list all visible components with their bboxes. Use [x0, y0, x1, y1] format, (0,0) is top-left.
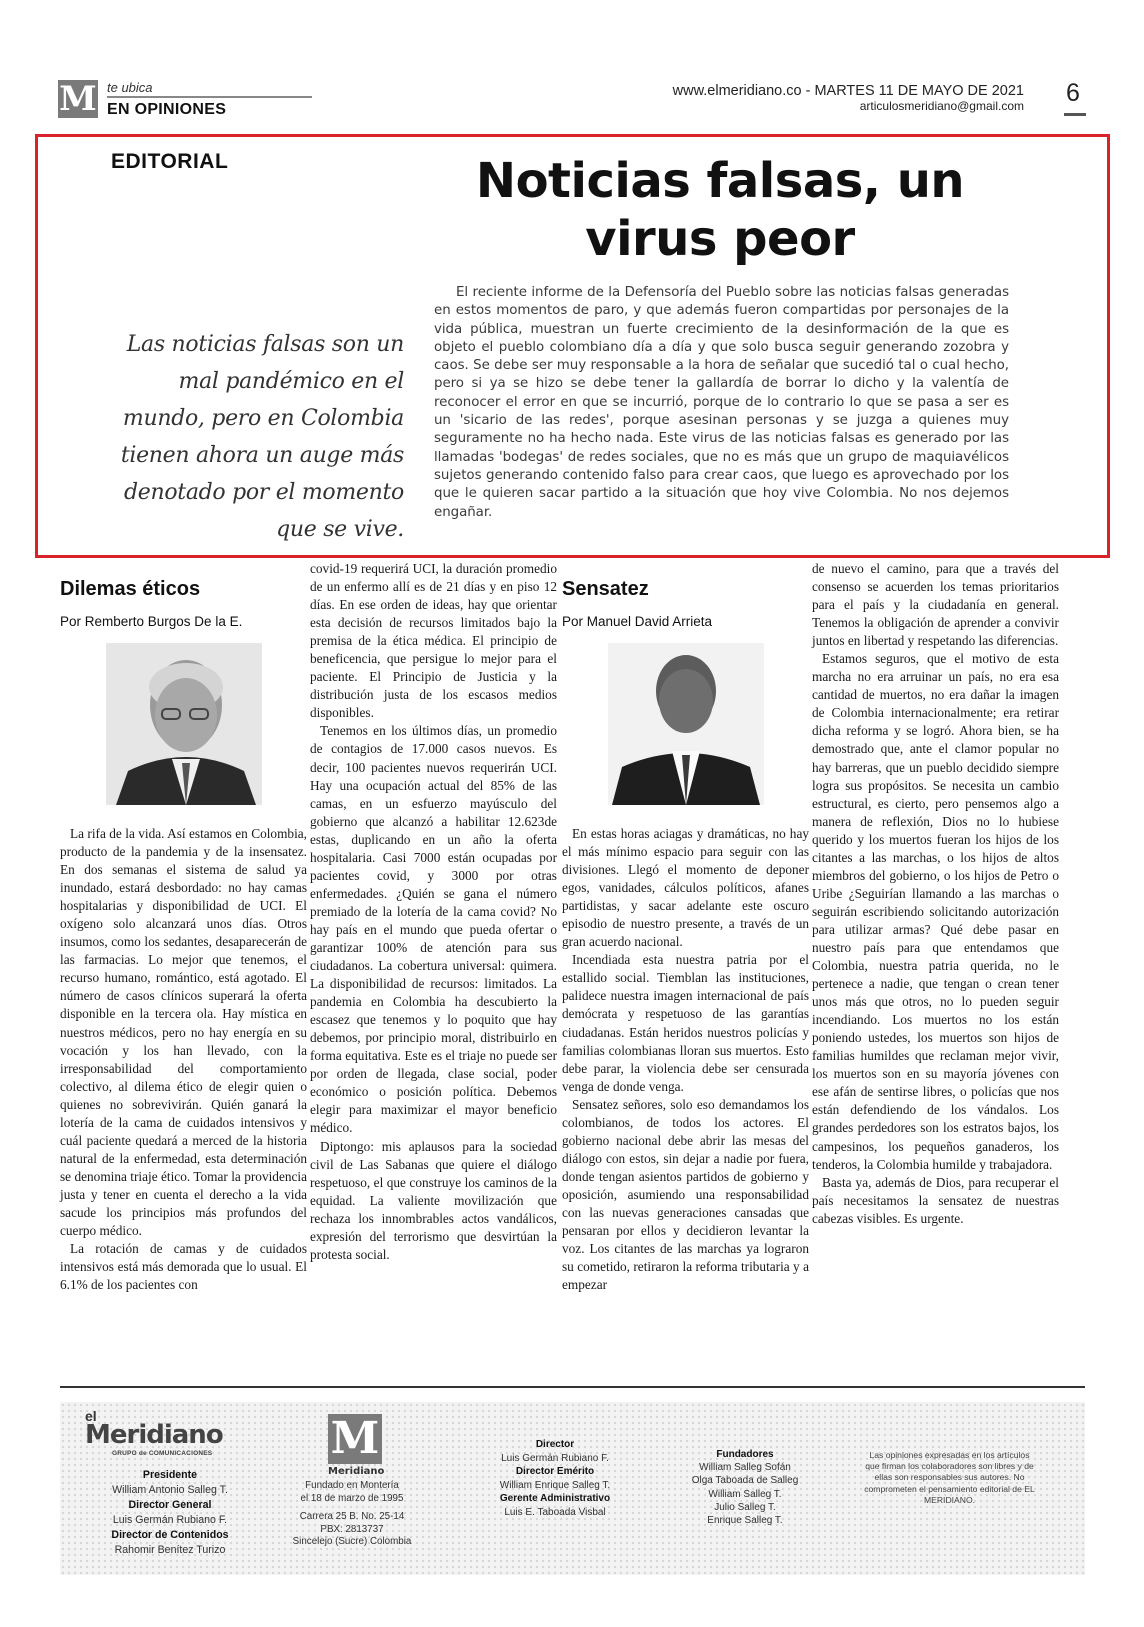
section-logo: M [59, 79, 97, 119]
staff-block-3 [480, 1438, 630, 1519]
staff-name: Luis Germán Rubiano F. [112, 1514, 228, 1526]
column-title: Sensatez [562, 578, 649, 600]
columns-bottom-rule [60, 1386, 1085, 1388]
footer-logo: M [328, 1414, 382, 1464]
founders-block [680, 1448, 810, 1527]
staff-role: Director General [128, 1499, 212, 1511]
paragraph: Estamos seguros, que el motivo de esta marcha no era arruinar un país, no era esa cantidad de muertos, no era dañar la imagen de Colombia internacionalmente; era retirar dicha reforma y se logró. Ahora bien, se ha demostrado que, ante el clamor popular no hay barreras, que un pueblo decidido siempre logra sus propósitos. Se necesita un cambio estructural, es cierto, pero pensemos algo a manera de reflexión, Dios no lo hubiese querido y los muertos fueran los hijos de los citantes a las marchas, o los hijos de altos miembros del gobierno, o los hijos de Petro o Uribe ¿Seguirían llamando a las marchas o seguirán escribiendo solicitando autorización para utilizar armas? Qué debe pasar en nuestro país para que entendamos que Colombia, nuestra patria querida, no le pertenece a nadie, que tengan o crean tener unos más que otros, no lo pueden seguir incendiando. Los muertos no los están poniendo ustedes, los muertos son hijos de familias humildes que reclaman mejor vivir, los muertos son en su mayoría jóvenes con ese afán de sentirse libres, o policías que nos están defendiendo de los vándalos. Los grandes perdedores son los estratos bajos, los campesinos, los pequeños ganaderos, los tenderos, la Colombia humilde y trabajadora. [812, 651, 1059, 1172]
masthead-footer [60, 1402, 1085, 1575]
founder-name: William Salleg T. [708, 1488, 782, 1500]
staff-block-1 [80, 1468, 260, 1558]
section-tagline: te ubica [107, 80, 153, 95]
author-photo [608, 643, 764, 805]
column-text [310, 560, 557, 1264]
brand-prefix: el [85, 1408, 97, 1424]
column-title: Dilemas éticos [60, 578, 201, 600]
founded-line: el 18 de marzo de 1995 [300, 1492, 404, 1504]
column-dilemas-eticos-continued [310, 560, 557, 1264]
founders-title: Fundadores [716, 1449, 774, 1460]
editorial-label: EDITORIAL [111, 150, 229, 173]
page-number-rule [1064, 113, 1086, 116]
phone-line: PBX: 2813737 [320, 1523, 384, 1535]
column-byline: Por Manuel David Arrieta [562, 614, 713, 629]
staff-role: Presidente [142, 1469, 198, 1481]
staff-role: Gerente Administrativo [499, 1493, 611, 1504]
paragraph: Diptongo: mis aplausos para la sociedad civil de Las Sabanas que quiere el diálogo respetuoso, el que construye los caminos de la equidad. La valiente movilización que rechaza los innombrables actos vandálicos, expresión del terrorismo que desvirtúan la protesta social. [310, 1138, 557, 1262]
author-photo [106, 643, 262, 805]
paragraph: Tenemos en los últimos días, un promedio de contagios de 17.000 casos nuevos. Es decir, 100 pacientes nuevos requerirán UCI. Hay una ocupación actual del 85% de las camas, en un esfuerzo mayúsculo del gobierno que alcanzó a habilitar 12.623de estas, duplicando en un año la oferta hospitalaria. Casi 7000 están ocupadas por pacientes covid, y 3000 por otras enfermedades. ¿Quién se gana el número premiado de la lotería de la cama covid? No hay país en el mundo que pueda ofertar o garantizar 100% de atención para sus ciudadanos. La cobertura universal: quimera. La disponibilidad de recursos: limitados. La pandemia en Colombia ha descubierto la escasez que tenemos y lo poquito que hay debemos, por principio moral, distribuirlo en forma equitativa. Este es el triaje no puede ser por orden de llegada, clase social, poder económico o posición política. Debemos elegir para maximizar el mayor beneficio médico. [310, 723, 557, 1136]
paragraph: Basta ya, además de Dios, para recuperar el país necesitamos la sensatez de nuestras cabezas visibles. Es urgente. [812, 1174, 1059, 1226]
staff-name: Rahomir Benítez Turizo [114, 1544, 226, 1556]
brand-subtitle: GRUPO de COMUNICACIONES [112, 1450, 213, 1457]
section-rule [107, 96, 312, 98]
section-name: EN OPINIONES [107, 101, 227, 118]
founder-name: Julio Salleg T. [714, 1501, 776, 1513]
column-dilemas-eticos [60, 578, 307, 1294]
footer-logo-caption: Meridiano [328, 1466, 385, 1477]
staff-name: Luis E. Taboada Visbal [504, 1506, 606, 1518]
city-line: Sincelejo (Sucre) Colombia [292, 1536, 412, 1547]
header-email: articulosmeridiano@gmail.com [859, 99, 1024, 113]
column-text [60, 825, 307, 1294]
staff-name: William Enrique Salleg T. [499, 1479, 611, 1491]
staff-role: Director de Contenidos [111, 1529, 229, 1541]
editorial-title: Noticias falsas, un virus peor [475, 153, 965, 267]
column-text [562, 825, 809, 1294]
page-number: 6 [1066, 79, 1080, 107]
staff-role: Director [535, 1439, 575, 1450]
paragraph: La rotación de camas y de cuidados intensivos está más demorada que lo usual. El 6.1% de los pacientes con [60, 1241, 307, 1293]
paragraph: La rifa de la vida. Así estamos en Colombia, producto de la pandemia y de la insensatez. En dos semanas el sistema de salud ya inundado, estará desbordado: no hay camas hospitalarias y disponibilidad de UCI. El oxígeno solo alcanzará unos días. Otros insumos, como los sedantes, desaparecerán de las farmacias. Lo mejor que tenemos, el recurso humano, romántico, está agotado. El número de casos clínicos superará la oferta disponible en la tercera ola. Hay mística en nuestros médicos, pero no hay energía en su vocación y los han llevado, con la irresponsabilidad del comportamiento colectivo, al dilema ético de elegir quien o quienes no sobrevivirán. Quién ganará la lotería de la cama de cuidados intensivos y cuál paciente quedará a merced de la historia natural de la enfermedad, esta determinación se denomina triaje ético. Tomar la providencia justa y tener en cuenta el derecho a la vida sacude los principios más profundos del cuerpo médico. [60, 826, 307, 1239]
paragraph: En estas horas aciagas y dramáticas, no hay el más mínimo espacio para seguir con las divisiones. Llegó el momento de deponer egos, vanidades, cálculos políticos, afanes partidistas, y sacar adelante este oscuro episodio de nuestro presente, a través de un gran acuerdo nacional. [562, 826, 809, 950]
author-portrait-image [608, 643, 764, 805]
founder-name: William Salleg Sofán [699, 1462, 791, 1474]
column-byline: Por Remberto Burgos De la E. [60, 614, 243, 629]
founder-name: Enrique Salleg T. [707, 1515, 783, 1527]
founded-line: Fundado en Montería [305, 1480, 399, 1491]
paragraph: Incendiada esta nuestra patria por el estallido social. Tiemblan las instituciones, palidece nuestra imagen internacional de país demócrata y respetuoso de las garantías ciudadanas. Están heridos nuestros policías y familias colombianas lloran sus muertos. Esto debe parar, la violencia debe ser censurada venga de donde venga. [562, 952, 809, 1094]
brand-logo-text: Meridiano [85, 1420, 223, 1450]
editorial-pullquote: Las noticias falsas son un mal pandémico en el mundo, pero en Colombia tienen ahora un auge más denotado por el momento que se vive. [120, 332, 404, 542]
staff-name: William Antonio Salleg T. [112, 1484, 228, 1496]
staff-role: Director Emérito [515, 1466, 595, 1477]
paragraph: Sensatez señores, solo eso demandamos los colombianos, de todos los actores. El gobierno nacional debe abrir las mesas del diálogo con estos, sin dejar a nadie por fuera, donde tengan asientos partidos de gobierno y oposición, asumiendo una responsabilidad con las nuevas generaciones cansadas que pensaran por ellos y decidieron levantar la voz. Los citantes de las marchas ya lograron su cometido, retiraron la reforma tributaria y a empezar [562, 1096, 809, 1293]
address-line: Carrera 25 B. No. 25-14 [299, 1511, 405, 1522]
founded-address-block [282, 1480, 422, 1549]
column-text [812, 560, 1059, 1228]
disclaimer-note: Las opiniones expresadas en los artículos que firman los colaboradores son libres y de ellas son responsables sus autores. No comprometen el pensamiento editorial de EL MERIDIANO. [864, 1450, 1035, 1505]
header-site-date: www.elmeridiano.co - MARTES 11 DE MAYO DE 2021 [672, 83, 1024, 99]
staff-name: Luis Germán Rubiano F. [501, 1452, 609, 1464]
column-sensatez-continued [812, 560, 1059, 1228]
paragraph: covid-19 requerirá UCI, la duración promedio de un enfermo allí es de 21 días y en piso 12 días. En ese orden de ideas, hay que orientar esta decisión de recursos limitados bajo la premisa de la ética médica. El principio de beneficencia, que persigue lo mejor para el paciente. El Principio de Justicia y la distribución justa de los escasos medios disponibles. [310, 561, 557, 721]
founder-name: Olga Taboada de Salleg [691, 1475, 799, 1487]
column-sensatez [562, 578, 809, 1294]
author-portrait-image [106, 643, 262, 805]
editorial-body: El reciente informe de la Defensoría del Pueblo sobre las noticias falsas generadas en estos momentos de paro, y que además fueron compartidas por personajes de la vida pública, muestran un fuerte crecimiento de la desinformación de la que es objeto el pueblo colombiano día a día y que solo busca seguir generando zozobra y caos. Se debe ser muy responsable a la hora de señalar que sucedió tal o cual hecho, pero si ya se hizo se debe tener la gallardía de borrar lo dicho y la valentía de reconocer el error en que se incurrió, porque de lo contrario lo que se pasa a ser es un 'sicario de las redes', porque asesinan personas y se juzga a quienes muy seguramente no ha hecho nada. Este virus de las noticias falsas es generado por las llamadas 'bodegas' de redes sociales, que no es más que un grupo de maquiavélicos sujetos generando contenido falso para crear caos, que luego es aprovechado por los que le quieren sacar partido a la situación que hoy vive Colombia. No nos dejemos engañar. [434, 285, 1009, 520]
paragraph: de nuevo el camino, para que a través del consenso se acuerden los temas prioritarios para el país y la ciudadanía en general. Tenemos la obligación de aprender a convivir juntos en libertad y respetando las diferencias. [812, 561, 1059, 649]
